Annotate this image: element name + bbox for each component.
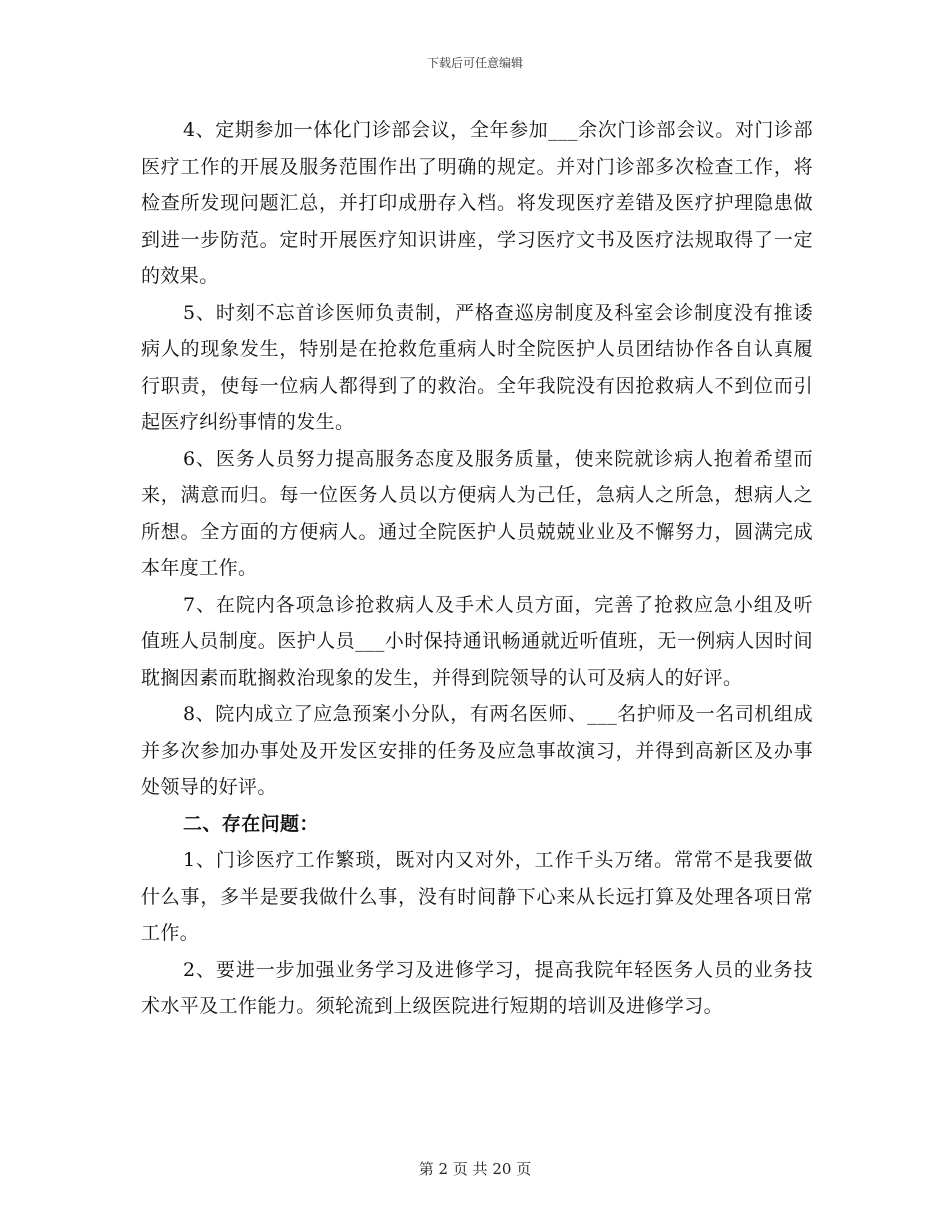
paragraph-8: 8、院内成立了应急预案小分队，有两名医师、___名护师及一名司机组成并多次参加办事处及开发区安排的任务及应急事故演习，并得到高新区及办事处领导的好评。 [141,703,813,798]
document-body [141,112,813,1025]
paragraph-6: 6、医务人员努力提高服务态度及服务质量，使来院就诊病人抱着希望而来，满意而归。每一位医务人员以方便病人为己任，急病人之所急，想病人之所想。全方面的方便病人。通过全院医护人员兢兢业业及不懈努力，圆满完成本年度工作。 [141,447,813,579]
paragraph-4: 4、定期参加一体化门诊部会议，全年参加___余次门诊部会议。对门诊部医疗工作的开展及服务范围作出了明确的规定。并对门诊部多次检查工作，将检查所发现问题汇总，并打印成册存入档。将发现医疗差错及医疗护理隐患做到进一步防范。定时开展医疗知识讲座，学习医疗文书及医疗法规取得了一定的效果。 [141,119,813,287]
paragraph-5: 5、时刻不忘首诊医师负责制，严格查巡房制度及科室会诊制度没有推诿病人的现象发生，特别是在抢救危重病人时全院医护人员团结协作各自认真履行职责，使每一位病人都得到了的救治。全年我院没有因抢救病人不到位而引起医疗纠纷事情的发生。 [141,301,813,433]
page-header: 下载后可任意编辑 [426,56,523,70]
paragraph-7: 7、在院内各项急诊抢救病人及手术人员方面，完善了抢救应急小组及听值班人员制度。医护人员___小时保持通讯畅通就近听值班，无一例病人因时间耽搁因素而耽搁救治现象的发生，并得到院领导的认可及病人的好评。 [141,593,813,689]
problem-paragraph-1: 1、门诊医疗工作繁琐，既对内又对外，工作千头万绪。常常不是我要做什么事，多半是要我做什么事，没有时间静下心来从长远打算及处理各项日常工作。 [141,849,813,944]
section-heading-problems: 二、存在问题： [183,812,319,835]
page-footer: 第 2 页 共 20 页 [418,1160,532,1178]
problem-paragraph-2: 2、要进一步加强业务学习及进修学习，提高我院年轻医务人员的业务技术水平及工作能力。须轮流到上级医院进行短期的培训及进修学习。 [141,958,813,1017]
